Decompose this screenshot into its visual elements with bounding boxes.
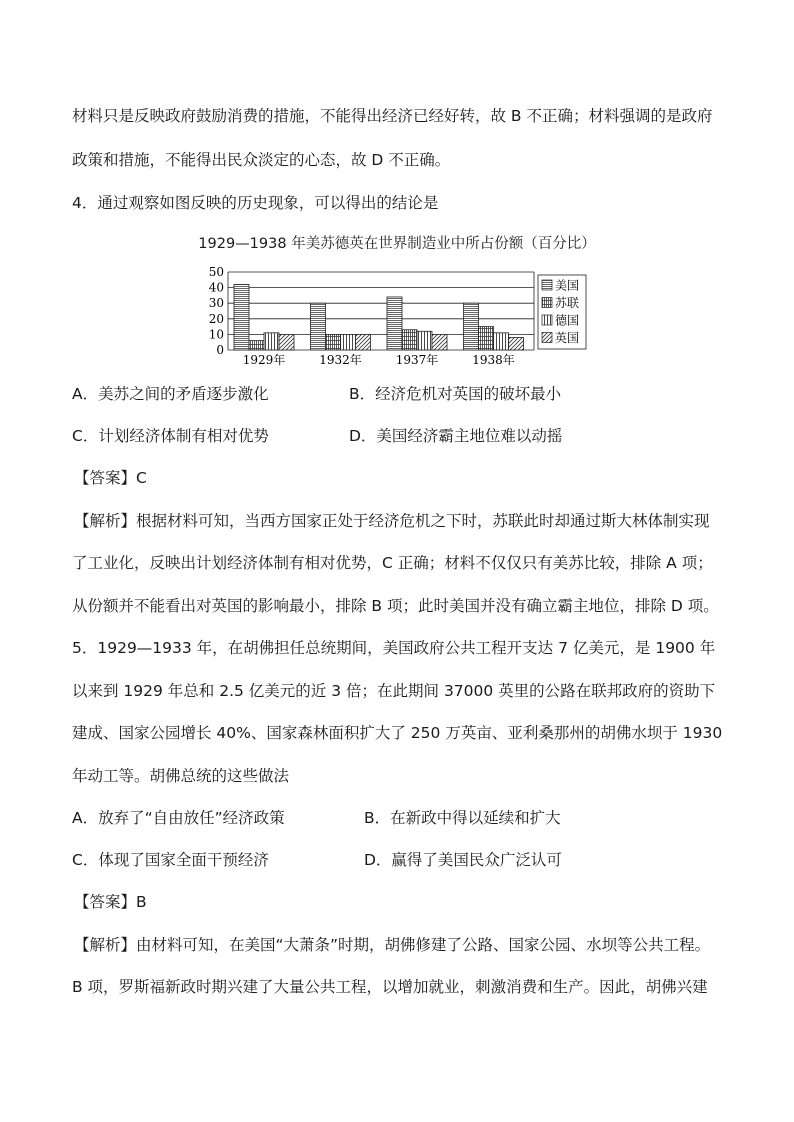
bar-英国 [432,334,447,350]
question-5-stem: 年动工等。胡佛总统的这些做法 [72,767,290,785]
question-5-stem: 5．1929—1933 年，在胡佛担任总统期间，美国政府公共工程开支达 7 亿美元，是 1900 年 [72,639,716,657]
question-4-stem: 4．通过观察如图反映的历史现象，可以得出的结论是 [72,194,439,212]
bar-英国 [279,334,294,350]
question-5-stem: 建成、国家公园增长 40%、国家森林面积扩大了 250 万英亩、亚利桑那州的胡佛水坝于 1930 [72,724,723,742]
y-axis-ticks [209,265,224,357]
explanation-line: 【解析】由材料可知，在美国“大萧条”时期，胡佛修建了公路、国家公园、水坝等公共工程。 [74,936,711,954]
legend-label: 美国 [555,278,580,293]
y-tick-label: 20 [208,311,224,326]
bar-英国 [356,334,371,350]
bar-英国 [509,338,524,350]
legend-swatch [542,315,552,325]
legend-swatch [542,298,552,308]
option-c: C．计划经济体制有相对优势 [72,427,269,445]
legend-swatch [542,280,552,290]
x-tick-label: 1932年 [319,353,362,367]
x-tick-label: 1929年 [242,353,286,367]
answer-label: 【答案】B [74,893,147,911]
y-tick-label: 30 [208,296,224,311]
answer-label: 【答案】C [74,469,147,487]
option-c: C．体现了国家全面干预经济 [72,851,269,869]
explanation-line: 了工业化，反映出计划经济体制有相对优势，C 正确；材料不仅仅只有美苏比较，排除 A 项； [72,554,713,572]
bar-德国 [494,333,509,350]
bar-德国 [341,334,356,350]
explanation-line: 【解析】根据材料可知，当西方国家正处于经济危机之下时，苏联此时却通过斯大林体制实现 [74,512,710,530]
y-tick-label: 50 [208,265,224,279]
bar-苏联 [326,334,341,350]
bar-苏联 [249,341,264,350]
option-b: B．在新政中得以延续和扩大 [364,809,561,827]
option-a: A．美苏之间的矛盾逐步激化 [72,385,269,403]
legend-label: 英国 [555,331,580,345]
legend-swatch [542,333,552,343]
x-axis-labels [243,352,515,367]
bar-德国 [417,331,432,350]
y-tick-label: 0 [216,343,224,357]
option-d: D．美国经济霸主地位难以动摇 [349,427,563,445]
bar-美国 [387,297,402,350]
x-tick-label: 1938年 [472,353,515,367]
bar-苏联 [479,327,494,350]
option-a: A．放弃了“自由放任”经济政策 [72,809,285,827]
y-tick-label: 10 [208,327,224,342]
question-5-stem: 以来到 1929 年总和 2.5 亿美元的近 3 倍；在此期间 37000 英里的公路在联邦政府的资助下 [72,682,716,700]
bar-美国 [464,303,479,350]
text-line: 材料只是反映政府鼓励消费的措施，不能得出经济已经好转，故 B 不正确；材料强调的是政府 [72,107,713,125]
bar-chart [196,264,592,368]
explanation-line: 从份额并不能看出对英国的影响最小，排除 B 项；此时美国并没有确立霸主地位，排除 D 项。 [72,597,719,615]
option-d: D．赢得了美国民众广泛认可 [364,851,562,869]
option-b: B．经济危机对英国的破坏最小 [349,385,562,403]
x-tick-label: 1937年 [395,353,439,367]
bar-苏联 [402,330,417,350]
bar-美国 [311,303,326,350]
legend-label: 苏联 [555,296,580,310]
bar-美国 [234,284,249,350]
chart-title: 1929—1938 年美苏德英在世界制造业中所占份额（百分比） [198,236,596,252]
legend-label: 德国 [555,313,580,328]
text-line: 政策和措施，不能得出民众淡定的心态，故 D 不正确。 [72,151,451,169]
chart-legend [538,275,586,349]
y-tick-label: 40 [208,280,224,295]
bar-德国 [264,333,279,350]
chart-bars [234,284,524,350]
explanation-line: B 项，罗斯福新政时期兴建了大量公共工程，以增加就业，刺激消费和生产。因此，胡佛兴建 [72,978,708,996]
